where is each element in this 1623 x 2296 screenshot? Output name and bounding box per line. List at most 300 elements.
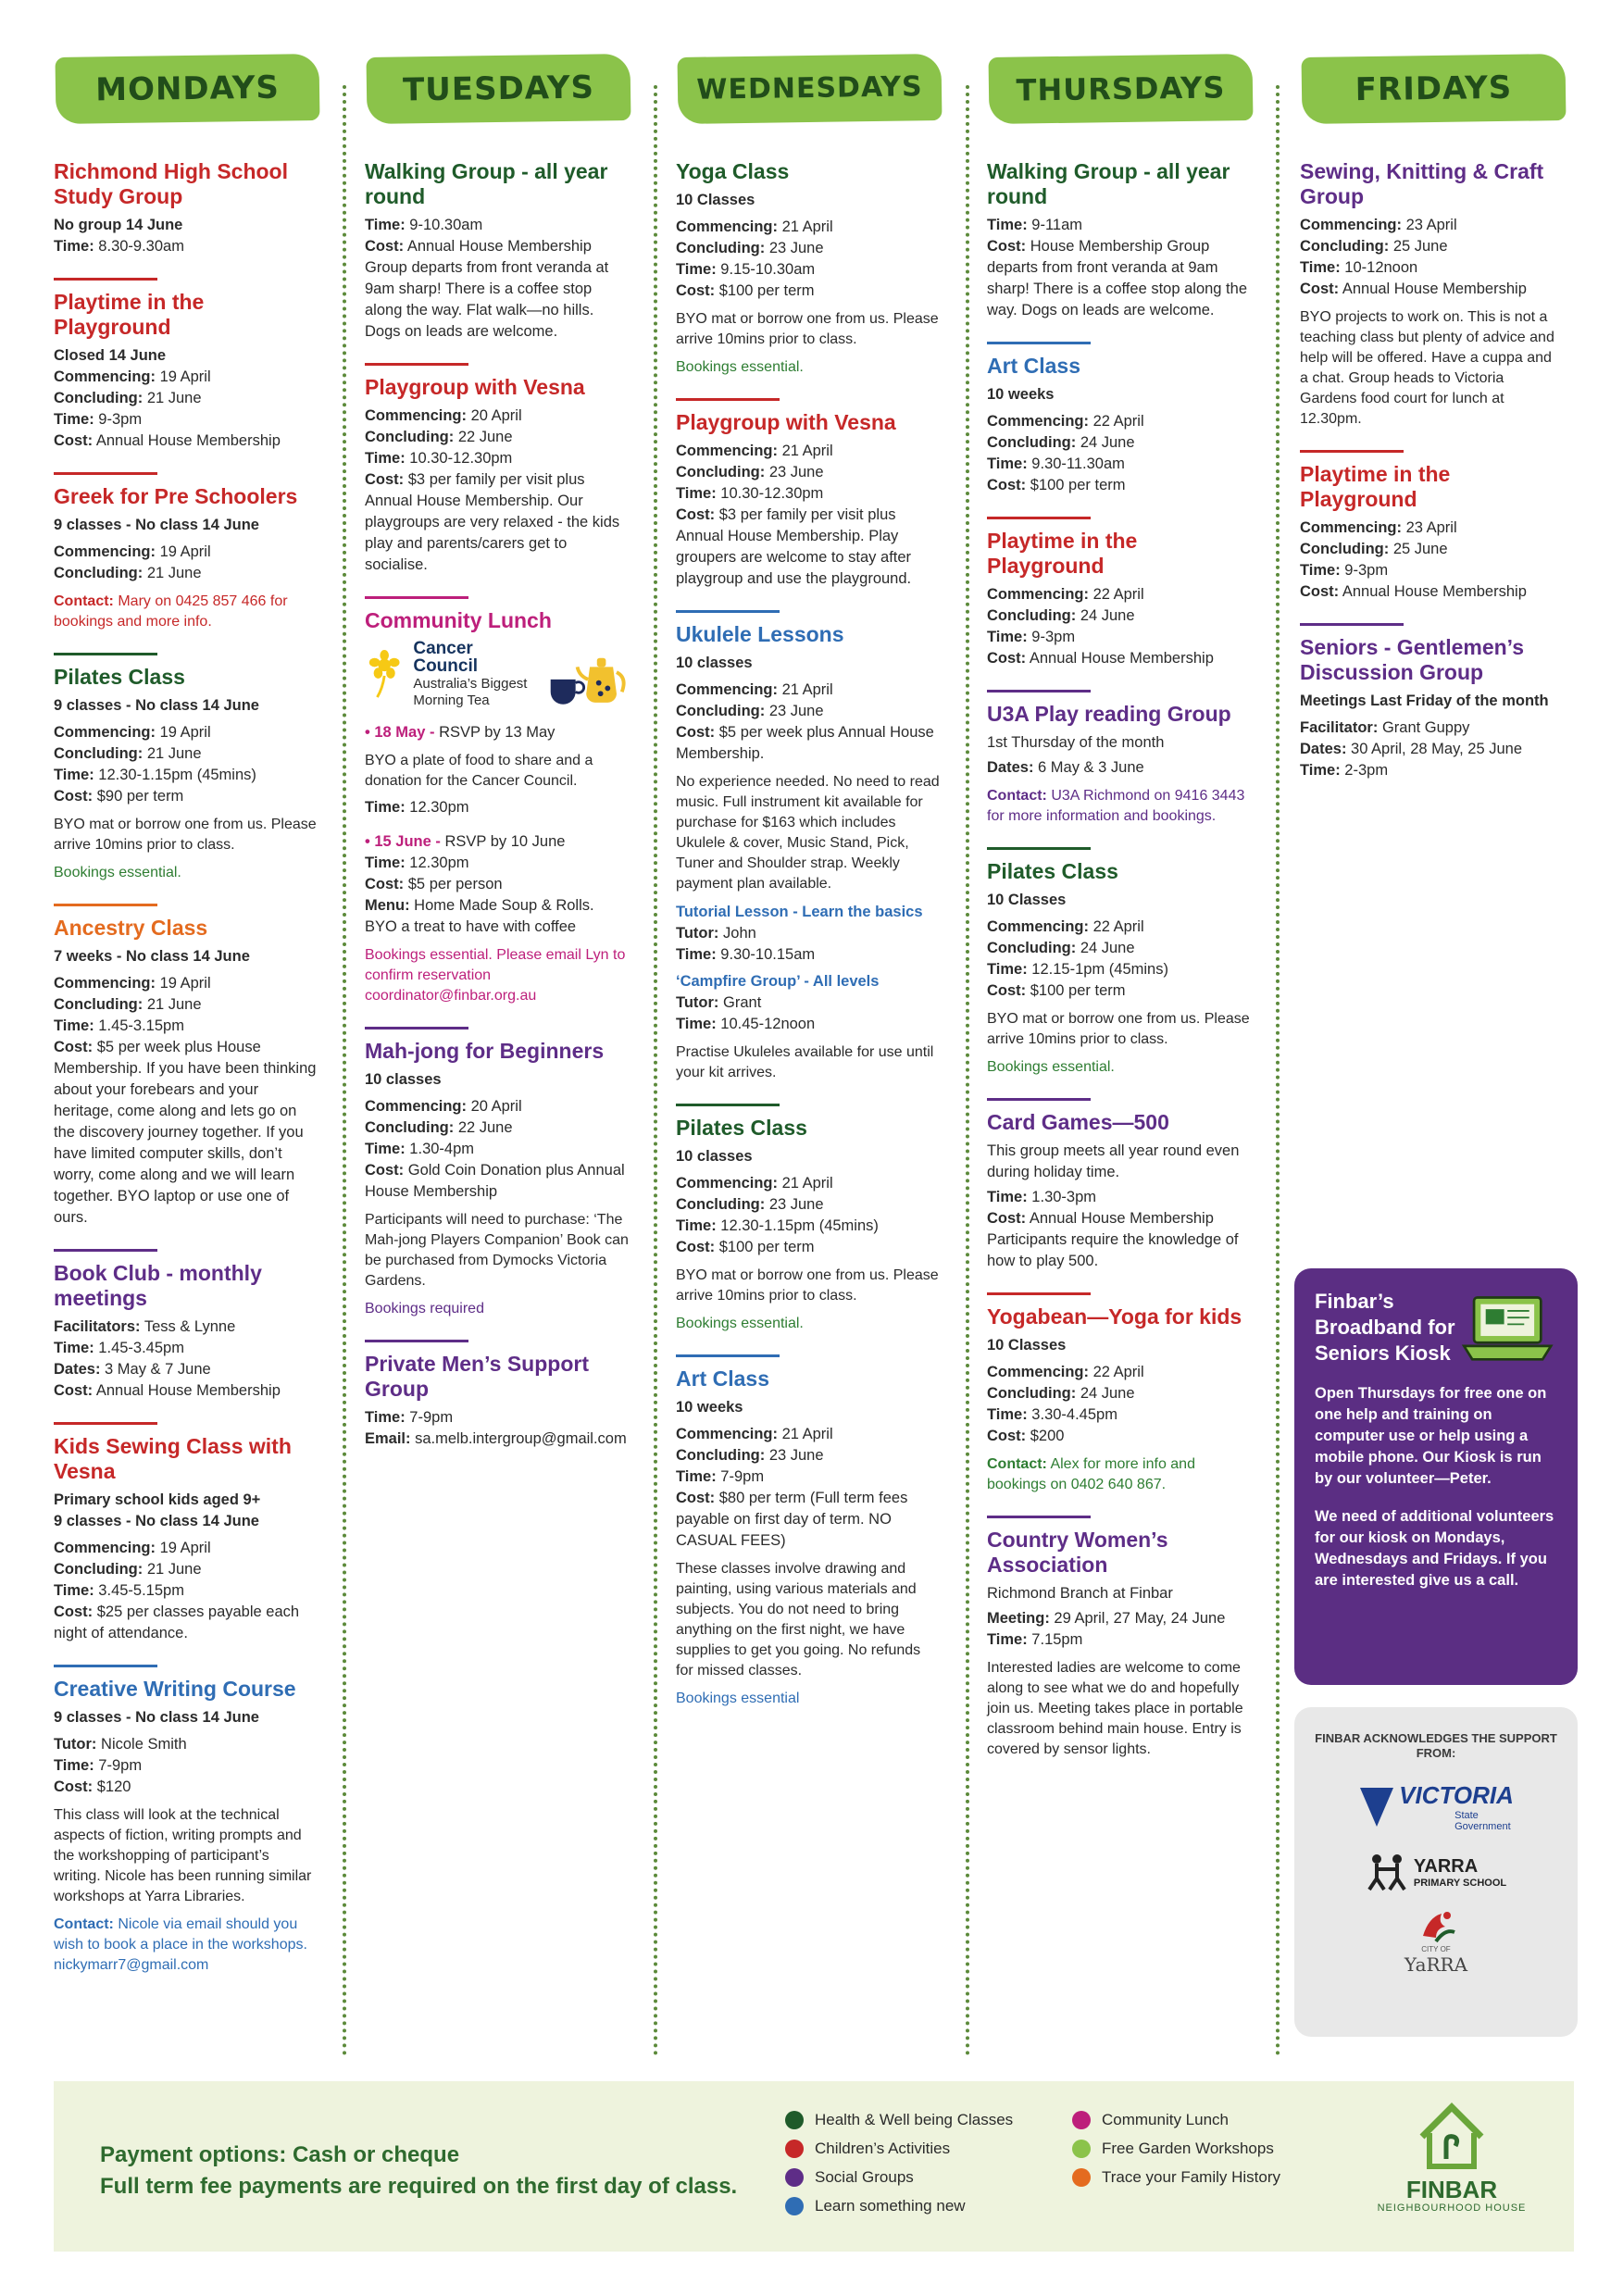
value: 21 June [143, 390, 202, 406]
value: 22 April [1089, 413, 1144, 430]
label: Cost: [987, 1210, 1027, 1227]
column-divider [343, 85, 346, 2057]
mondays-column [54, 56, 318, 1976]
thursdays-banner: THURSDAYS [989, 54, 1254, 124]
sewing-knitting-craft [1300, 159, 1564, 430]
section-title: Art Class [676, 1366, 769, 1391]
label: Cost: [54, 1603, 94, 1620]
section-bar [676, 1104, 780, 1106]
cancer-council-logo [365, 641, 629, 709]
value: Annual House Membership Participants require the knowledge of how to play 500. [987, 1210, 1239, 1269]
column-divider [654, 85, 657, 2057]
section-title: Creative Writing Course [54, 1677, 296, 1701]
label: Cost: [54, 432, 94, 449]
value: Annual House Membership [93, 1382, 281, 1399]
label: Cost: [365, 876, 405, 892]
value: 9-11am [1027, 217, 1083, 233]
label: Cost: [1300, 583, 1340, 600]
value: Home Made Soup & Rolls. BYO a treat to have with coffee [365, 897, 594, 935]
label: Concluding: [676, 1196, 766, 1213]
community-lunch [365, 596, 629, 1006]
value: 3 May & 7 June [100, 1361, 211, 1378]
label: Concluding: [54, 745, 144, 762]
section-title: Greek for Pre Schoolers [54, 484, 298, 508]
value: 24 June [1076, 434, 1135, 451]
value: House Membership Group departs from front veranda at 9am sharp! There is a coffee stop along the way. Dogs on leads are welcome. [987, 238, 1247, 318]
footer [54, 2081, 1574, 2252]
section-bar [54, 1665, 157, 1667]
greek-pre-schoolers [54, 472, 318, 632]
section-bar [676, 1354, 780, 1357]
value: $5 per person [404, 876, 503, 892]
section-bar [54, 472, 157, 475]
info-line: This group meets all year round even during holiday time. [987, 1142, 1240, 1180]
section-title: Yogabean—Yoga for kids [987, 1304, 1242, 1329]
section-title: Seniors - Gentlemen’s Discussion Group [1300, 635, 1524, 684]
value: 10.30-12.30pm [716, 485, 824, 502]
section-sub: 10 Classes [987, 1337, 1067, 1354]
booking-note: Bookings essential. [676, 359, 804, 375]
richmond-study-group [54, 159, 318, 257]
section-title: Kids Sewing Class with Vesna [54, 1434, 292, 1483]
label: Time: [676, 946, 717, 963]
label: Cost: [676, 724, 716, 741]
label: Concluding: [987, 940, 1077, 956]
label: Commencing: [676, 218, 779, 235]
label: Concluding: [676, 1447, 766, 1464]
value: 23 June [765, 1196, 824, 1213]
legend-dot [785, 2111, 804, 2129]
label: Commencing: [676, 1426, 779, 1442]
finbar-sub: NEIGHBOURHOOD HOUSE [1377, 2202, 1527, 2214]
label: Time: [987, 1406, 1028, 1423]
label: Facilitators: [54, 1318, 141, 1335]
value: 19 April [156, 724, 211, 741]
children-icon [1366, 1853, 1408, 1891]
value: Annual House Membership [1339, 583, 1527, 600]
booking-note: Bookings essential. [987, 1059, 1115, 1075]
section-title: Pilates Class [987, 859, 1118, 883]
logo-text: Australia’s Biggest [413, 676, 528, 692]
info-line: Richmond Branch at Finbar [987, 1585, 1173, 1602]
yogabean [987, 1292, 1251, 1495]
legend-label: Community Lunch [1102, 2111, 1230, 2128]
city-of-yarra-logo [1313, 1908, 1559, 1976]
value: 1.45-3.15pm [94, 1017, 184, 1034]
value: 19 April [156, 1540, 211, 1556]
supporters-title: FINBAR ACKNOWLEDGES THE SUPPORT FROM: [1315, 1731, 1557, 1760]
value: 9-10.30am [405, 217, 483, 233]
country-womens-association [987, 1516, 1251, 1760]
label: Cost: [1300, 281, 1340, 297]
section-sub: 9 classes - No class 14 June [54, 1709, 259, 1726]
value: 22 April [1089, 586, 1144, 603]
section-title: Private Men’s Support Group [365, 1352, 589, 1401]
value: $100 per term [1026, 982, 1126, 999]
section-title: U3A Play reading Group [987, 702, 1231, 726]
legend-label: Children’s Activities [815, 2140, 951, 2157]
date-label: • 18 May - [365, 724, 435, 741]
label: Cost: [676, 282, 716, 299]
section-bar [54, 1422, 157, 1425]
label: Meeting: [987, 1610, 1050, 1627]
label: Concluding: [54, 390, 144, 406]
section-title: Richmond High School Study Group [54, 159, 288, 208]
value: 23 June [765, 703, 824, 719]
label: Cost: [987, 477, 1027, 493]
value: 2-3pm [1340, 762, 1389, 779]
value: 23 April [1402, 519, 1457, 536]
section-title: Playtime in the Playground [54, 290, 205, 339]
label: Time: [365, 1141, 406, 1157]
fridays-banner: FRIDAYS [1302, 54, 1567, 124]
value: 9-3pm [1027, 629, 1076, 645]
label: Commencing: [987, 918, 1090, 935]
victoria-logo [1313, 1781, 1559, 1832]
description: BYO projects to work on. This is not a teaching class but plenty of advice and help will be offered. Have a cuppa and a chat. Group heads to Victoria Gardens food court for lunch at 12.30pm. [1300, 309, 1554, 427]
section-sub: 9 classes - No class 14 June [54, 697, 259, 714]
label: Tutor: [54, 1736, 97, 1753]
value: 29 April, 27 May, 24 June [1049, 1610, 1226, 1627]
label: Commencing: [54, 975, 156, 992]
walking-group-tue [365, 159, 629, 343]
label: Concluding: [676, 464, 766, 480]
value: $3 per family per visit plus Annual House Membership. Play groupers are welcome to stay after playgroup and use the playground. [676, 506, 912, 587]
wednesdays-column [676, 56, 940, 1709]
label: Time: [676, 1016, 717, 1032]
label: Concluding: [365, 1119, 455, 1136]
value: 25 June [1389, 238, 1448, 255]
section-bar [1300, 450, 1404, 453]
tuesdays-banner: TUESDAYS [367, 54, 631, 124]
value: $3 per family per visit plus Annual House Membership. Our playgroups are very relaxed - the kids play and parents/carers get to socialise. [365, 471, 620, 573]
art-class-thu [987, 342, 1251, 496]
seniors-gentlemens-group [1300, 623, 1564, 781]
value: 9.30-10.15am [716, 946, 816, 963]
value: 12.15-1pm (45mins) [1027, 961, 1168, 978]
label: Cost: [54, 1382, 94, 1399]
value: 9-3pm [1340, 562, 1389, 579]
pilates-thu [987, 847, 1251, 1078]
section-title: Card Games—500 [987, 1110, 1169, 1134]
pilates-mon [54, 653, 318, 883]
value: $90 per term [93, 788, 184, 805]
section-bar [987, 847, 1091, 850]
note-line: Closed 14 June [54, 347, 167, 364]
label: Contact: [54, 1916, 114, 1932]
section-sub: 7 weeks - No class 14 June [54, 948, 250, 965]
label: Commencing: [1300, 519, 1403, 536]
finbar-brand: FINBAR [1405, 2176, 1498, 2203]
value: $100 per term [1026, 477, 1126, 493]
label: Commencing: [1300, 217, 1403, 233]
email-value[interactable]: sa.melb.intergroup@gmail.com [410, 1430, 627, 1447]
legend-right [1072, 2105, 1280, 2191]
label: Concluding: [1300, 541, 1390, 557]
section-title: Yoga Class [676, 159, 790, 183]
note-line: No group 14 June [54, 217, 183, 233]
section-bar [987, 342, 1091, 344]
label: Email: [365, 1430, 411, 1447]
label: Cost: [54, 1039, 94, 1055]
value: $80 per term (Full term fees payable on first day of term. NO CASUAL FEES) [676, 1490, 908, 1549]
section-bar [987, 1516, 1091, 1518]
label: Time: [987, 629, 1028, 645]
label: Time: [1300, 562, 1341, 579]
value: 21 June [143, 745, 202, 762]
value: 10.30-12.30pm [405, 450, 513, 467]
section-bar [987, 690, 1091, 693]
section-bar [676, 398, 780, 401]
value: 1.30-4pm [405, 1141, 475, 1157]
legend-label: Trace your Family History [1102, 2168, 1281, 2186]
label: Tutor: [676, 925, 719, 942]
legend-item [785, 2191, 1013, 2220]
value: Annual House Membership [93, 432, 281, 449]
booking-note: Bookings essential [676, 1691, 800, 1706]
label: Time: [987, 455, 1028, 472]
section-title: Playtime in the Playground [987, 529, 1138, 578]
value: 22 April [1089, 918, 1144, 935]
booking-note: Bookings essential. [54, 865, 181, 880]
section-sub: 10 classes [365, 1071, 442, 1088]
art-class-wed [676, 1354, 940, 1709]
label: Cost: [987, 1428, 1027, 1444]
label: Time: [676, 1217, 717, 1234]
legend-dot [1072, 2140, 1091, 2158]
section-title: Pilates Class [54, 665, 185, 689]
value: 7-9pm [716, 1468, 765, 1485]
value: Nicole Smith [96, 1736, 187, 1753]
label: Time: [54, 1340, 94, 1356]
value: 23 June [765, 1447, 824, 1464]
value: 25 June [1389, 541, 1448, 557]
city-text: CITY OF [1421, 1945, 1451, 1953]
value: 20 April [467, 1098, 522, 1115]
label: Dates: [987, 759, 1034, 776]
label: Time: [54, 238, 94, 255]
value: 9.30-11.30am [1027, 455, 1125, 472]
column-divider [966, 85, 969, 2057]
value: 9-3pm [94, 411, 143, 428]
label: Commencing: [987, 413, 1090, 430]
payment-options: Payment options: Cash or cheque [100, 2142, 460, 2167]
section-title: Pilates Class [676, 1116, 807, 1140]
label: Concluding: [676, 703, 766, 719]
label: Concluding: [676, 240, 766, 256]
laptop-icon [1457, 1289, 1557, 1366]
value: 1.30-3pm [1027, 1189, 1097, 1205]
broadband-kiosk-box [1294, 1268, 1578, 1685]
section-sub: Meetings Last Friday of the month [1300, 693, 1549, 709]
description: Practise Ukuleles available for use until your kit arrives. [676, 1044, 934, 1080]
label: Concluding: [54, 996, 144, 1013]
legend-dot [785, 2168, 804, 2187]
value: $120 [93, 1778, 131, 1795]
value: $5 per week plus Annual House Membership. [676, 724, 934, 762]
playtime-playground-thu [987, 517, 1251, 669]
victoria-shield-icon [1358, 1786, 1395, 1828]
label: Dates: [54, 1361, 101, 1378]
label: Time: [1300, 259, 1341, 276]
label: Commencing: [676, 681, 779, 698]
value: 24 June [1076, 1385, 1135, 1402]
section-bar [54, 278, 157, 281]
section-title: Community Lunch [365, 608, 552, 632]
section-title: Walking Group - all year round [987, 159, 1230, 208]
finbar-logo [1368, 2102, 1535, 2214]
section-bar [1300, 623, 1404, 626]
value: 21 April [778, 218, 833, 235]
description: BYO mat or borrow one from us. Please arrive 10mins prior to class. [676, 1267, 939, 1304]
value: 10-12noon [1340, 259, 1418, 276]
legend-item [1072, 2163, 1280, 2191]
label: Contact: [54, 593, 114, 609]
value: Grant [718, 994, 762, 1011]
column-divider [1276, 85, 1280, 2057]
label: Time: [365, 1409, 406, 1426]
label: Commencing: [54, 543, 156, 560]
label: Cost: [676, 1239, 716, 1255]
mah-jong [365, 1027, 629, 1319]
value: Annual House Membership [1339, 281, 1527, 297]
value: $5 per week plus House Membership. If you have been thinking about your forebears and your heritage, come along and lets go on the discovery journey together. If you have limited computer skills, don’t worry, come along and we will learn together. BYO laptop or use one of ours. [54, 1039, 317, 1226]
yarra-primary-logo [1313, 1853, 1559, 1891]
section-bar [365, 1027, 468, 1029]
section-sub: 9 classes - No class 14 June [54, 1513, 259, 1529]
section-sub: 10 Classes [676, 192, 755, 208]
section-sub: 10 classes [676, 655, 753, 671]
label: Tutor: [676, 994, 719, 1011]
walking-group-thu [987, 159, 1251, 321]
section-bar [365, 596, 468, 599]
value: 24 June [1076, 940, 1135, 956]
label: Time: [987, 961, 1028, 978]
section-bar [987, 1098, 1091, 1101]
label: Time: [676, 261, 717, 278]
label: Commencing: [987, 586, 1090, 603]
label: Concluding: [987, 434, 1077, 451]
label: Commencing: [54, 368, 156, 385]
creative-writing-course [54, 1665, 318, 1976]
value: 23 June [765, 464, 824, 480]
fridays-column [1300, 56, 1564, 781]
card-games-500 [987, 1098, 1251, 1272]
legend-label: Learn something new [815, 2197, 966, 2215]
section-title: Book Club - monthly meetings [54, 1261, 262, 1310]
value: 12.30-1.15pm (45mins) [716, 1217, 879, 1234]
logo-text: Morning Tea [413, 693, 490, 708]
legend-dot [785, 2197, 804, 2215]
value: 21 April [778, 443, 833, 459]
legend-label: Health & Well being Classes [815, 2111, 1014, 2128]
description: This class will look at the technical aspects of fiction, writing prompts and the workshopping of participant’s writing. Nicole has been running similar workshops at Yarra Libraries. [54, 1807, 312, 1904]
wednesdays-banner: WEDNESDAYS [678, 54, 943, 124]
value: 20 April [467, 407, 522, 424]
value: 22 April [1089, 1364, 1144, 1380]
value: $100 per term [715, 1239, 815, 1255]
mondays-banner: MONDAYS [56, 54, 320, 124]
value: $25 per classes payable each night of attendance. [54, 1603, 300, 1641]
contact-text: Nicole via email should you wish to book a place in the workshops. nickymarr7@gmail.com [54, 1916, 307, 1973]
value: RSVP by 13 May [434, 724, 556, 741]
value: 9.15-10.30am [716, 261, 816, 278]
finbar-house-icon [1413, 2102, 1491, 2172]
value: 12.30pm [405, 799, 469, 816]
legend-item [785, 2134, 1013, 2163]
label: Dates: [1300, 741, 1347, 757]
section-bar [365, 363, 468, 366]
value: $100 per term [715, 282, 815, 299]
label: Commencing: [365, 1098, 468, 1115]
section-sub: 10 weeks [676, 1399, 743, 1416]
description: BYO mat or borrow one from us. Please arrive 10mins prior to class. [987, 1011, 1250, 1047]
section-title: Mah-jong for Beginners [365, 1039, 605, 1063]
label: Concluding: [54, 565, 144, 581]
label: Time: [365, 217, 406, 233]
kiosk-description: Open Thursdays for free one on one help and training on computer use or help using a mobile phone. Our Kiosk is run by our volunteer—Peter. [1315, 1385, 1547, 1487]
section-sub: 10 Classes [987, 892, 1067, 908]
pilates-wed [676, 1104, 940, 1334]
label: Concluding: [987, 1385, 1077, 1402]
label: Cost: [365, 1162, 405, 1179]
description: Participants will need to purchase: ‘The Mah-jong Players Companion’ Book can be purchased from Dymocks Victoria Gardens. [365, 1212, 629, 1289]
booking-note: Bookings essential. Please email Lyn to confirm reservation coordinator@finbar.org.au [365, 947, 626, 1004]
section-sub: Primary school kids aged 9+ [54, 1491, 261, 1508]
section-bar [365, 1340, 468, 1342]
ancestry-class [54, 904, 318, 1229]
legend-label: Social Groups [815, 2168, 914, 2186]
label: Commencing: [54, 724, 156, 741]
contact-text: Alex for more info and bookings on 0402 640 867. [987, 1456, 1195, 1492]
value: John [718, 925, 756, 942]
ukulele-lessons [676, 610, 940, 1083]
label: Contact: [987, 788, 1047, 804]
label: Cost: [676, 1490, 716, 1506]
label: Cost: [365, 471, 405, 488]
description: No experience needed. No need to read music. Full instrument kit available for purchase for $163 which includes Ukulele & cover, Music Stand, Pick, Tuner and Shoulder strap. Weekly payment plan available. [676, 774, 940, 892]
label: Time: [54, 1017, 94, 1034]
private-mens-support [365, 1340, 629, 1450]
label: Cost: [987, 982, 1027, 999]
section-bar [987, 1292, 1091, 1295]
playgroup-vesna-tue [365, 363, 629, 576]
label: Cost: [54, 788, 94, 805]
value: 3.30-4.45pm [1027, 1406, 1117, 1423]
legend-item [785, 2105, 1013, 2134]
label: Commencing: [54, 1540, 156, 1556]
tuesdays-column [365, 56, 629, 1450]
value: 21 June [143, 996, 202, 1013]
section-title: Art Class [987, 354, 1080, 378]
supporters-box [1294, 1707, 1578, 2037]
section-title: Playgroup with Vesna [365, 375, 585, 399]
legend-label: Free Garden Workshops [1102, 2140, 1274, 2157]
value: 19 April [156, 543, 211, 560]
value: 10.45-12noon [716, 1016, 816, 1032]
logo-text: Cancer Council [413, 639, 479, 676]
value: 30 April, 28 May, 25 June [1346, 741, 1522, 757]
contact-text: Mary on 0425 857 466 for bookings and more info. [54, 593, 288, 630]
value: 21 April [778, 1426, 833, 1442]
city-of-yarra-emblem-icon [1414, 1908, 1458, 1945]
value: 7.15pm [1027, 1631, 1083, 1648]
value: 6 May & 3 June [1033, 759, 1144, 776]
legend-item [1072, 2105, 1280, 2134]
section-bar [54, 653, 157, 655]
label: Time: [54, 411, 94, 428]
value: 19 April [156, 975, 211, 992]
